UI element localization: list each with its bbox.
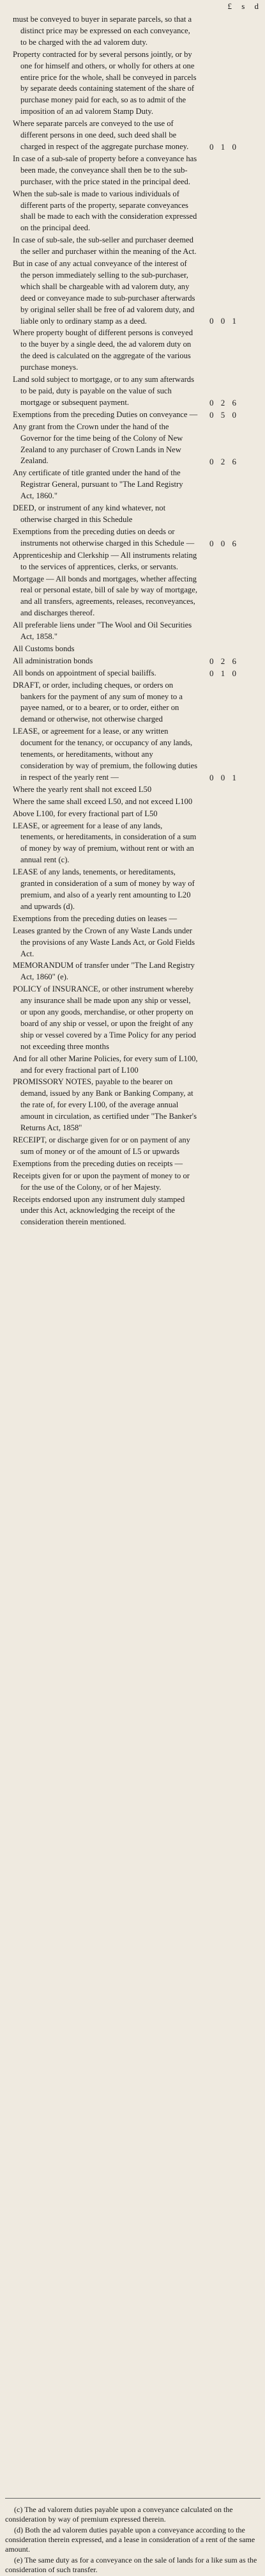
duty-amount: 0 0 1 (209, 316, 239, 326)
duty-amount: 0 1 0 (209, 142, 239, 152)
money-column-header: £ s d (227, 1, 262, 11)
footnotes (5, 2498, 261, 2576)
footnote: (e) The same duty as for a conveyance on the sale of lands for a like sum as the consideration of such transfer. (5, 2556, 257, 2574)
schedule-entry: Above L100, for every fractional part of L50 (13, 809, 158, 818)
schedule-entry: Where the same shall exceed L50, and not exceed L100 (13, 796, 193, 806)
schedule-entry: Apprenticeship and Clerkship — All instruments relating to the services of apprentices, clerks, or servants. (13, 550, 197, 571)
schedule-entry: In case of sub-sale, the sub-seller and purchaser deemed the seller and purchaser within the meaning of the Act. (13, 235, 197, 257)
schedule-entry: LEASE, or agreement for a lease of any lands, tenements, or hereditaments, in consideration of a sum of money by way of premium, without rent or with an annual rent (c). (13, 821, 197, 865)
schedule-entry: Property contracted for by several persons jointly, or by one for himself and others, or wholly for others at one entire price for the whole, shall be conveyed in parcels by separate deeds containing statement of the share of purchase money paid for each, so as to admit of the imposition of an ad valorem Stamp Duty. (13, 49, 197, 116)
schedule-entry: MEMORANDUM of transfer under "The Land Registry Act, 1860" (e). (13, 961, 195, 982)
duty-amount: 0 2 6 (209, 656, 239, 666)
schedule-entry: Any grant from the Crown under the hand of the Governor for the time being of the Colony of New Zealand to any purchaser of Crown Lands in New Zealand. (13, 422, 183, 466)
duty-amount: 0 2 6 (209, 398, 239, 407)
footnote: (c) The ad valorem duties payable upon a conveyance calculated on the consideration by way of premium expressed therein. (5, 2505, 233, 2524)
schedule-entry: Where the yearly rent shall not exceed L50 (13, 784, 152, 794)
duty-amount: 0 1 0 (209, 668, 239, 678)
schedule-entry: Mortgage — All bonds and mortgages, whether affecting real or personal estate, bill of sale by way of mortgage, and all transfers, agreements, releases, reconveyances, and discharges thereof. (13, 574, 197, 618)
schedule-entry: But in case of any actual conveyance of the interest of the person immediately selling to the sub-purchaser, which shall be chargeable with ad valorem duty, any deed or conveyance made to sub-purchaser afterwards by original seller shall be free of ad valorem duty, and liable only to ordinary stamp as a deed. (13, 259, 195, 326)
schedule-entry: POLICY of INSURANCE, or other instrument whereby any insurance shall be made upon any ship or vessel, or upon any goods, merchandise, or other property on board of any ship or vessel, or upon the freight of any ship or vessel covered by a Time Policy for any period not exceeding three months (13, 984, 196, 1051)
schedule-entry: RECEIPT, or discharge given for or on payment of any sum of money or of the amount of L5 or upwards (13, 1135, 190, 1156)
schedule-text-column (13, 14, 198, 1229)
schedule-entry: In case of a sub-sale of property before a conveyance has been made, the conveyance shall then be to the sub-purchaser, with the price stated in the principal deed. (13, 154, 197, 186)
schedule-entry: Receipts given for or upon the payment of money to or for the use of the Colony, or of her Majesty. (13, 1171, 190, 1192)
footnote: (d) Both the ad valorem duties payable upon a conveyance according to the consideration therein expressed, and a lease in consideration of a rent of the same amount. (5, 2525, 255, 2554)
schedule-entry: DEED, or instrument of any kind whatever, not otherwise charged in this Schedule (13, 503, 166, 524)
schedule-entry: Receipts endorsed upon any instrument duly stamped under this Act, acknowledging the receipt of the consideration therein mentioned. (13, 1194, 185, 1227)
schedule-entry: Where property bought of different persons is conveyed to the buyer by a single deed, the ad valorem duty on the deed is calculated on the aggregate of the various purchase moneys. (13, 328, 193, 372)
duty-amount: 0 2 6 (209, 457, 239, 466)
schedule-entry: Exemptions from the preceding duties on receipts — (13, 1158, 183, 1168)
schedule-entry: Land sold subject to mortgage, or to any sum afterwards to be paid, duty is payable on the value of such mortgage or subsequent payment. (13, 375, 194, 407)
schedule-entry: LEASE, or agreement for a lease, or any written document for the tenancy, or occupancy of any lands, tenements, or hereditaments, without any consideration by way of premium, the following duties in respect of the yearly rent — (13, 727, 198, 782)
schedule-entry: Exemptions from the preceding Duties on conveyance — (13, 409, 198, 419)
schedule-entry: PROMISSORY NOTES, payable to the bearer on demand, issued by any Bank or Banking Company, at the rate of, for every L100, of the average annual amount in circulation, as certified under "The Banker's Returns Act, 1858" (13, 1077, 197, 1133)
schedule-entry: must be conveyed to buyer in separate parcels, so that a distinct price may be expressed on each conveyance, to be charged with the ad valorem duty. (13, 15, 192, 47)
schedule-entry: Exemptions from the preceding duties on leases — (13, 913, 178, 923)
duty-amount: 0 5 0 (209, 410, 239, 420)
schedule-entry: All preferable liens under "The Wool and Oil Securities Act, 1858." (13, 620, 192, 642)
schedule-entry: When the sub-sale is made to various individuals of different parts of the property, separate conveyances shall be made to each with the consideration expressed on the principal deed. (13, 189, 197, 233)
schedule-entry: Exemptions from the preceding duties on deeds or instruments not otherwise charged in this Schedule — (13, 526, 195, 548)
schedule-entry: LEASE of any lands, tenements, or hereditaments, granted in consideration of a sum of money by way of premium, and also of a yearly rent amounting to L20 and upwards (d). (13, 867, 195, 911)
schedule-entry: All administration bonds (13, 656, 93, 665)
schedule-entry: Where separate parcels are conveyed to the use of different persons in one deed, such deed shall be charged in respect of the aggregate purchase money. (13, 119, 189, 151)
schedule-entry: All bonds on appointment of special bailiffs. (13, 668, 156, 677)
schedule-entry: All Customs bonds (13, 644, 75, 653)
schedule-entry: DRAFT, or order, including cheques, or orders on bankers for the payment of any sum of money to a payee named, or to a bearer, or to order, either on demand or otherwise, not otherwise charged (13, 680, 183, 724)
schedule-entry: Leases granted by the Crown of any Waste Lands under the provisions of any Waste Lands Act, or Gold Fields Act. (13, 926, 195, 958)
duty-amount: 0 0 1 (209, 773, 239, 782)
schedule-entry: Any certificate of title granted under the hand of the Registrar General, pursuant to "The Land Registry Act, 1860." (13, 468, 183, 501)
duty-amount: 0 0 6 (209, 539, 239, 548)
schedule-entry: And for all other Marine Policies, for every sum of L100, and for every fractional part of L100 (13, 1054, 198, 1075)
